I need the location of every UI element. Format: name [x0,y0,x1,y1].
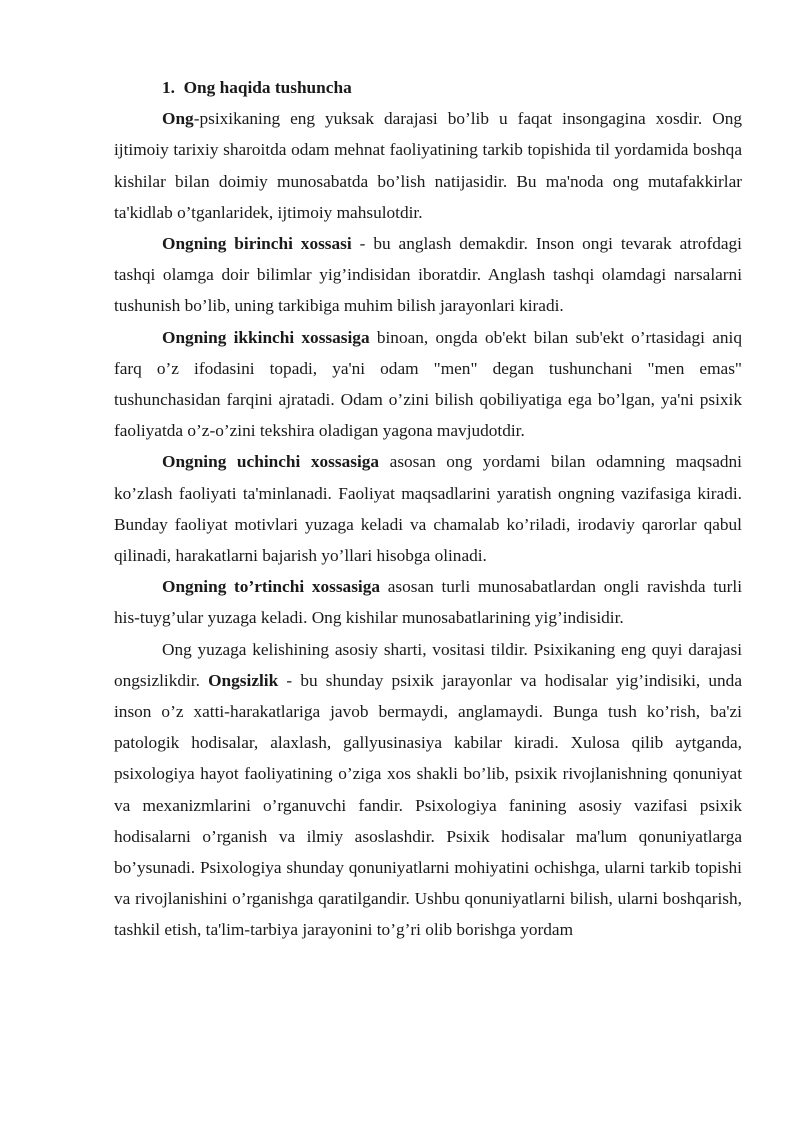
paragraph-text: asosan ong yordami bilan odamning maqsadni ko’zlash faoliyati ta'minlanadi. Faoliyat maqsadlarini yaratish ongning vazifasiga kiradi. Bunday faoliyat motivlari yuzaga keladi va chamalab ko’riladi, irodaviy qarorlar qabul qilinadi, harakatlarni bajarish yo’llari hisobga olinadi. [114,452,742,566]
term-fourth-property: Ongning to’rtinchi xossasiga [162,577,381,597]
section-heading [114,72,742,103]
paragraph-text: -psixikaning eng yuksak darajasi bo’lib u faqat insongagina xosdir. Ong ijtimoiy tarixiy sharoitda odam mehnat faoliyatining tarkib topishida til yordamida boshqa kishilar bilan doimiy munosabatda bo’lish natijasidir. Bu ma'noda ong mutafakkirlar ta'kidlab o’tganlaridek, ijtimoiy mahsulotdir. [114,109,742,222]
paragraph-first-property [114,228,742,322]
paragraph-text: - bu anglash demakdir. Inson ongi tevarak atrofdagi tashqi olamga doir bilimlar yig’indisidan iboratdir. Anglash tashqi olamdagi narsalarni tushunish bo’lib, uning tarkibiga muhim bilish jarayonlari kiradi. [114,234,742,316]
paragraph-lead-text: Ong yuzaga kelishining asosiy sharti, vositasi tildir. Psixikaning eng quyi darajasi ongsizlikdir. [114,639,742,690]
paragraph-text: asosan turli munosabatlardan ongli ravishda turli his-tuyg’ular yuzaga keladi. Ong kishilar munosabatlarining yig’indisidir. [114,577,742,628]
term-first-property: Ongning birinchi xossasi [162,234,352,254]
term-third-property: Ongning uchinchi xossasiga [162,452,380,472]
paragraph-ongsizlik [114,634,742,946]
term-ongsizlik: Ongsizlik [208,670,279,690]
section-number: 1. [162,78,175,97]
term-ong: Ong [162,109,194,129]
paragraph-third-property [114,446,742,571]
paragraph-fourth-property [114,571,742,633]
document-page [114,72,742,946]
paragraph-text: binoan, ongda ob'ekt bilan sub'ekt o’rtasidagi aniq farq o’z ifodasini topadi, ya'ni odam "men" degan tushunchani "men emas" tushunchasidan farqini ajratadi. Odam o’zini bilish qobiliyatiga ega bo’lgan, ya'ni psixik faoliyatda o’z-o’zini tekshira oladigan yagona mavjudotdir. [114,327,742,441]
paragraph-second-property [114,322,742,447]
section-title: Ong haqida tushuncha [183,78,352,97]
paragraph-ong-definition [114,103,742,228]
paragraph-text: - bu shunday psixik jarayonlar va hodisalar yig’indisiki, unda inson o’z xatti-harakatlariga javob bermaydi, anglamaydi. Bunga tush ko’rish, ba'zi patologik hodisalar, alaxlash, gallyusinasiya kabilar kiradi. Xulosa qilib aytganda, psixologiya hayot faoliyatining o’ziga xos shakli bo’lib, psixik rivojlanishning qonuniyat va mexanizmlarini o’rganuvchi fandir. Psixologiya fanining asosiy vazifasi psixik hodisalarni o’rganish va ilmiy asoslashdir. Psixik hodisalar ma'lum qonuniyatlarga bo’ysunadi. Psixologiya shunday qonuniyatlarni mohiyatini ochishga, ularni tarkib topishi va rivojlanishini o’rganishga qaratilgandir. Ushbu qonuniyatlarni bilish, ularni boshqarish, tashkil etish, ta'lim-tarbiya jarayonini to’g’ri olib borishga yordam [114,670,742,940]
term-second-property: Ongning ikkinchi xossasiga [162,327,370,347]
